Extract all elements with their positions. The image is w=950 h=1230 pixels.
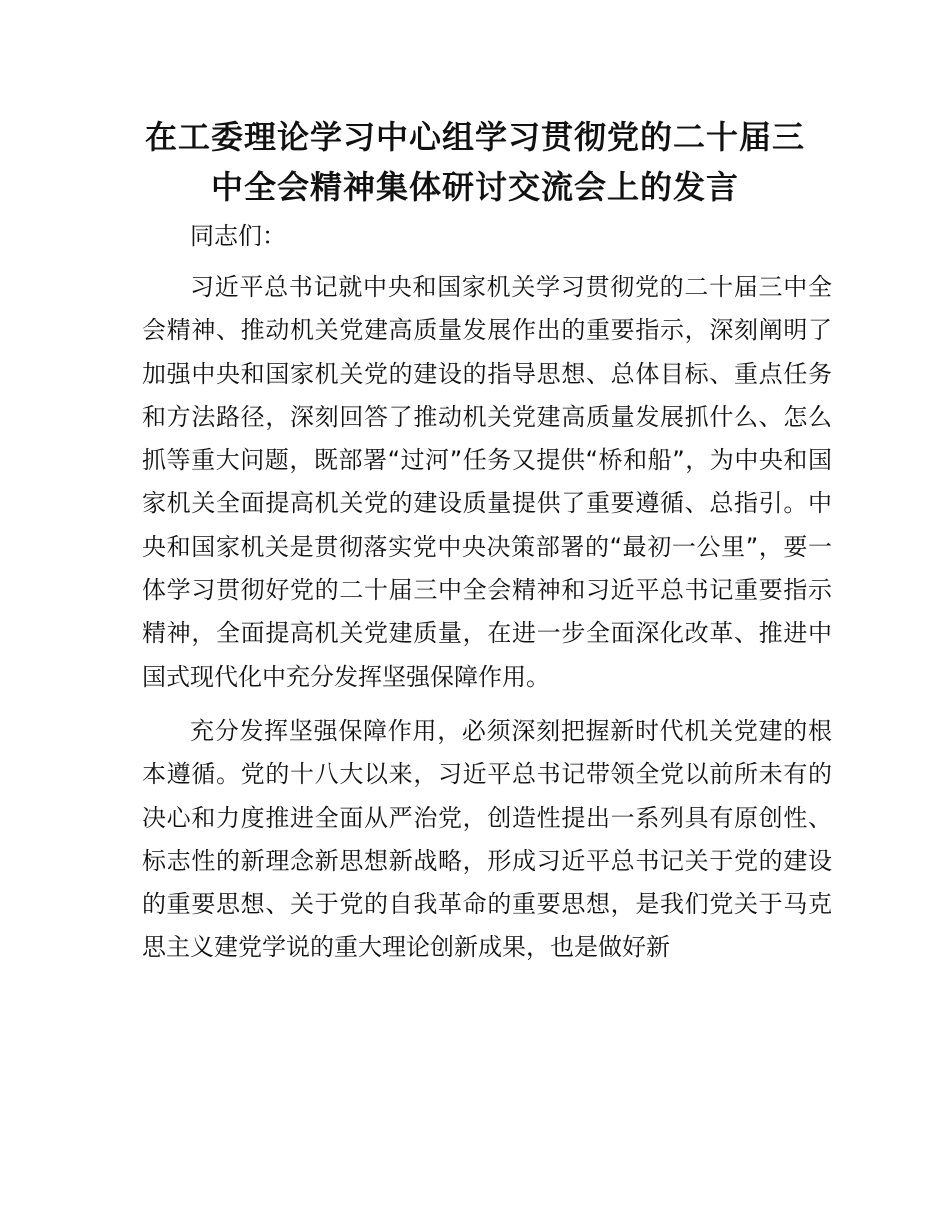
paragraph-1: 习近平总书记就中央和国家机关学习贯彻党的二十届三中全会精神、推动机关党建高质量发展作出的重要指示，深刻阐明了加强中央和国家机关党的建设的指导思想、总体目标、重点任务和方法路径，深刻回答了推动机关党建高质量发展抓什么、怎么抓等重大问题，既部署“过河”任务又提供“桥和船”，为中央和国家机关全面提高机关党的建设质量提供了重要遵循、总指引。中央和国家机关是贯彻落实党中央决策部署的“最初一公里”，要一体学习贯彻好党的二十届三中全会精神和习近平总书记重要指示精神，全面提高机关党建质量，在进一步全面深化改革、推进中国式现代化中充分发挥坚强保障作用。 xyxy=(142,273,832,691)
title-line-2: 中全会精神集体研讨交流会上的发言 xyxy=(210,168,739,206)
document-title xyxy=(120,112,830,212)
paragraph-2: 充分发挥坚强保障作用，必须深刻把握新时代机关党建的根本遵循。党的十八大以来，习近平总书记带领全党以前所未有的决心和力度推进全面从严治党，创造性提出一系列具有原创性、标志性的新理念新思想新战略，形成习近平总书记关于党的建设的重要思想、关于党的自我革命的重要思想，是我们党关于马克思主义建党学说的重大理论创新成果，也是做好新 xyxy=(142,717,832,962)
salutation: 同志们： xyxy=(190,222,286,250)
title-line-1: 在工委理论学习中心组学习贯彻党的二十届三 xyxy=(144,118,805,156)
